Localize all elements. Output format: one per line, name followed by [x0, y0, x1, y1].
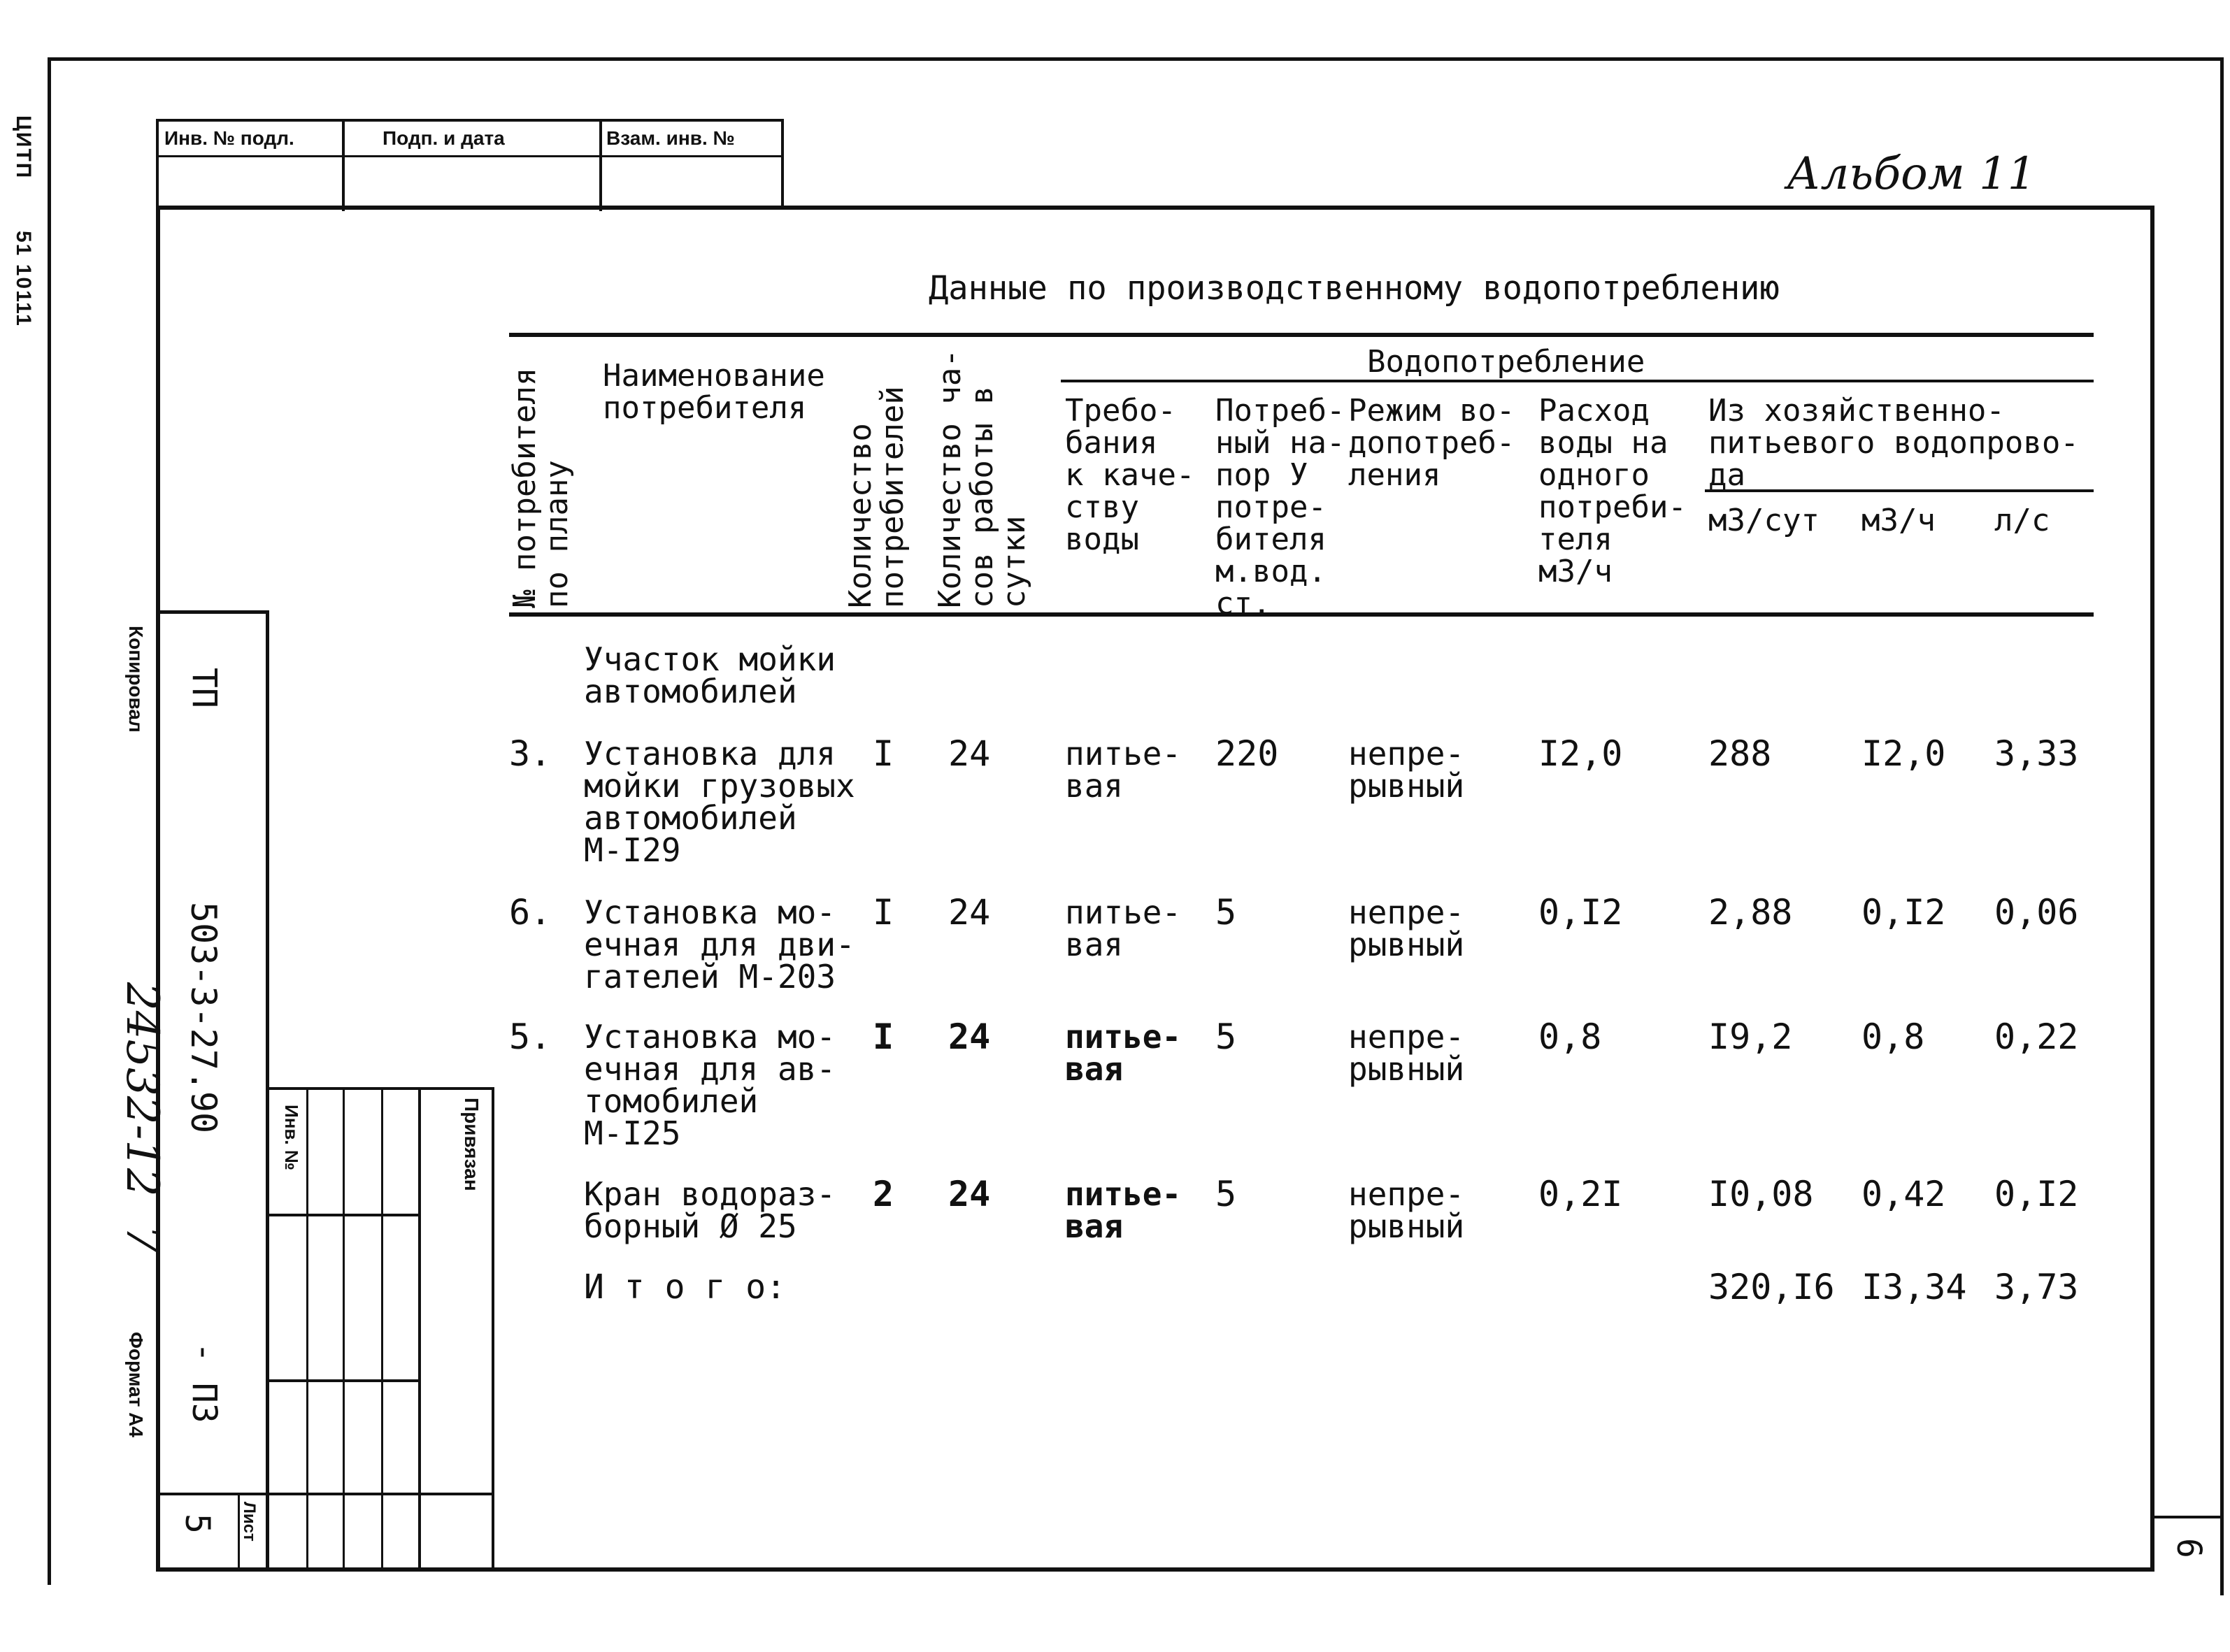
row-hours: 24: [948, 1174, 991, 1214]
table-top-rule: [509, 333, 2094, 337]
row-mode: непре- рывный: [1348, 735, 1465, 805]
header-flow: Расход воды на одного потреби- теля м3/ч: [1538, 393, 1687, 589]
inner-frame-left: [156, 206, 160, 1571]
header-mode: Режим во- допотреб- ления: [1348, 393, 1515, 493]
side-tp: ТП: [185, 668, 224, 708]
header-quality: Требо- бания к каче- ству воды: [1065, 393, 1195, 557]
left-code-label: 51 10111: [12, 231, 35, 327]
row-name: Установка для мойки грузовых автомобилей М-I29: [584, 735, 855, 869]
top-stamp: [156, 119, 784, 208]
stamp-replace-label: Взам. инв. №: [606, 127, 735, 149]
page-title: Данные по производственному водопотреблению: [929, 269, 1780, 308]
water-group-rule: [1061, 380, 2094, 382]
header-water-group: Водопотребление: [1367, 344, 1645, 380]
inner-frame-bottom: [156, 1567, 2154, 1572]
row-l-s: 0,06: [1994, 892, 2079, 933]
row-l-s: 0,22: [1994, 1017, 2079, 1057]
row-m3-day: I0,08: [1708, 1174, 1814, 1214]
row-quality: питье- вая: [1065, 893, 1182, 963]
side-sheet-label: Лист: [240, 1502, 259, 1542]
row-pressure: 220: [1215, 733, 1279, 774]
row-pressure: 5: [1215, 892, 1237, 933]
row-pressure: 5: [1215, 1017, 1237, 1057]
row-flow: 0,2I: [1538, 1174, 1623, 1214]
row-hours: 24: [948, 733, 991, 774]
row-flow: 0,I2: [1538, 892, 1623, 933]
row-count: I: [873, 733, 894, 774]
row-m3-day: 2,88: [1708, 892, 1793, 933]
row-count: I: [873, 892, 894, 933]
row-mode: непре- рывный: [1348, 1018, 1465, 1088]
total-l-s: 3,73: [1994, 1267, 2079, 1307]
stamp-inv-label: Инв. № подл.: [164, 127, 294, 149]
row-pressure: 5: [1215, 1174, 1237, 1214]
header-m3-h: м3/ч: [1861, 503, 1936, 538]
side-inv: Инв. №: [281, 1105, 302, 1170]
row-m3-h: 0,8: [1861, 1017, 1925, 1057]
header-num: № потребителя по плану: [507, 367, 575, 608]
pagenum-box-top: [2150, 1516, 2220, 1518]
row-num: 6.: [509, 892, 552, 933]
row-m3-h: 0,42: [1861, 1174, 1946, 1214]
row-flow: I2,0: [1538, 733, 1623, 774]
side-handwritten: 24532-12 7: [116, 982, 168, 1254]
total-label: И т о г о:: [584, 1267, 786, 1307]
row-quality: питье- вая: [1065, 735, 1182, 805]
row-l-s: 0,I2: [1994, 1174, 2079, 1214]
row-quality: питье- вая: [1065, 1175, 1182, 1245]
page-number: 6: [2169, 1538, 2208, 1558]
row-name: Кран водораз- борный Ø 25: [584, 1175, 836, 1245]
row-m3-h: I2,0: [1861, 733, 1946, 774]
side-code: 503-3-27.90: [183, 902, 224, 1134]
header-l-s: л/с: [1994, 503, 2050, 538]
header-hours: Количество ча- сов работы в сутки: [932, 349, 1032, 608]
header-name: Наименование потребителя: [603, 358, 825, 426]
row-m3-day: 288: [1708, 733, 1772, 774]
row-name: Установка мо- ечная для дви- гателей М-203: [584, 893, 855, 996]
row-l-s: 3,33: [1994, 733, 2079, 774]
row-mode: непре- рывный: [1348, 1175, 1465, 1245]
left-org-label: ЦИТП: [12, 115, 35, 180]
side-sheet: 5: [178, 1514, 217, 1534]
row-num: 3.: [509, 733, 552, 774]
header-supply-group: Из хозяйственно- питьевого водопрово- да: [1708, 393, 2079, 493]
total-m3-h: I3,34: [1861, 1267, 1967, 1307]
header-m3-day: м3/сут: [1708, 503, 1820, 538]
inner-frame-top: [156, 206, 2154, 210]
row-flow: 0,8: [1538, 1017, 1602, 1057]
outer-frame-top: [48, 57, 2222, 61]
outer-frame-right: [2220, 57, 2224, 1595]
total-m3-day: 320,I6: [1708, 1267, 1835, 1307]
row-count: I: [873, 1017, 894, 1057]
row-num: 5.: [509, 1017, 552, 1057]
copied-label: Копировал: [125, 626, 147, 733]
header-count: Количество потребителей: [843, 386, 910, 608]
side-suffix: - ПЗ: [185, 1342, 224, 1423]
row-mode: непре- рывный: [1348, 893, 1465, 963]
row-hours: 24: [948, 892, 991, 933]
outer-frame-left: [48, 57, 51, 1585]
stamp-sign-label: Подп. и дата: [383, 127, 505, 149]
row-m3-day: I9,2: [1708, 1017, 1793, 1057]
row-m3-h: 0,I2: [1861, 892, 1946, 933]
row-count: 2: [873, 1174, 894, 1214]
side-privyazan: Привязан: [461, 1098, 483, 1191]
row-quality: питье- вая: [1065, 1018, 1182, 1088]
inner-frame-right: [2150, 206, 2154, 1571]
format-label: Формат А4: [125, 1332, 147, 1437]
album-label: Альбом 11: [1787, 148, 2036, 200]
row-hours: 24: [948, 1017, 991, 1057]
row-name: Установка мо- ечная для ав- томобилей М-I25: [584, 1018, 836, 1152]
header-pressure: Потреб- ный на- пор У потре- бителя м.вод. ст.: [1215, 393, 1345, 622]
section-label: Участок мойки автомобилей: [584, 640, 836, 710]
